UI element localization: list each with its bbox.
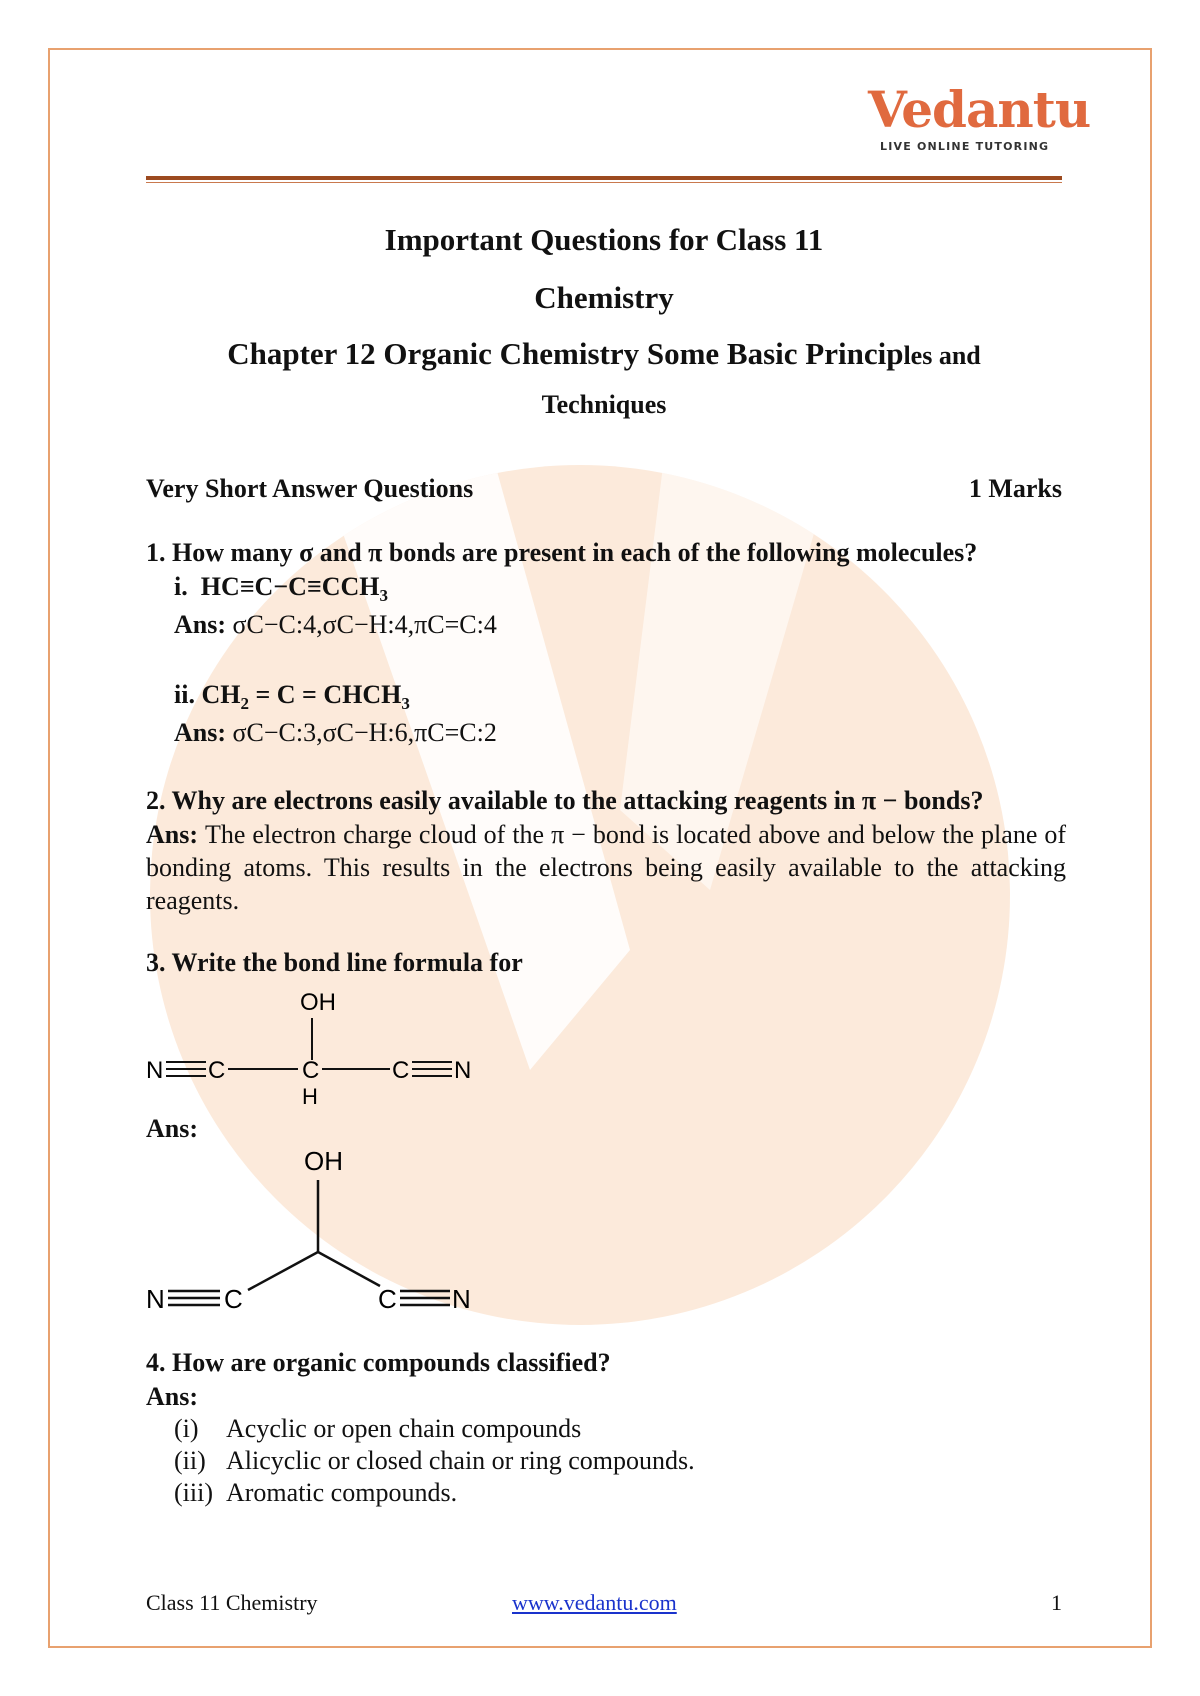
title-line-2: Chemistry <box>534 280 674 315</box>
list-item-number: (i) <box>174 1414 199 1443</box>
section-marks: 1 Marks <box>968 474 1062 503</box>
list-item <box>174 1414 581 1444</box>
list-item-number: (iii) <box>174 1478 213 1507</box>
footer-link[interactable]: www.vedantu.com <box>512 1590 677 1615</box>
s1-oh-label: OH <box>300 989 336 1016</box>
q3-ans-label: Ans: <box>146 1114 199 1143</box>
list-item-number: (ii) <box>174 1446 206 1475</box>
q3-structure-bond-line <box>140 1140 500 1320</box>
q1-part2-answer <box>174 718 497 748</box>
s2-right-c: C <box>378 1284 397 1314</box>
list-item-text: Alicyclic or closed chain or ring compounds. <box>226 1446 695 1475</box>
q1-part1-ans-label: Ans: <box>174 610 227 639</box>
q1-part2-ans-text: σC−C:3,σC−H:6,πC=C:2 <box>232 718 497 747</box>
title-line-3 <box>146 336 1062 372</box>
vedantu-logo <box>868 80 1091 162</box>
q4-ans-label: Ans: <box>146 1382 199 1411</box>
q1-part1 <box>174 572 388 606</box>
s2-bond-right <box>318 1252 380 1286</box>
list-item <box>174 1446 695 1476</box>
header-rule-thin <box>146 182 1062 183</box>
logo-wordmark: Vedantu <box>868 80 1091 139</box>
q1-part2-formula-a: CH <box>201 680 241 709</box>
q3-structure-condensed <box>140 980 500 1110</box>
q1-question: 1. How many σ and π bonds are present in each of the following molecules? <box>146 538 978 567</box>
title-line-4: Techniques <box>541 390 667 419</box>
s1-bottom-h: H <box>302 1084 318 1109</box>
s2-left-n: N <box>146 1284 165 1314</box>
q2-answer-text: The electron charge cloud of the π − bond is located above and below the plane of bonding atoms. This results in the electrons being easily available to the attacking reagents. <box>146 820 1067 915</box>
list-item-text: Aromatic compounds. <box>226 1478 458 1507</box>
title-line-1: Important Questions for Class 11 <box>384 222 824 257</box>
footer-page-number: 1 <box>1051 1590 1062 1615</box>
q2-ans-label: Ans: <box>146 820 199 849</box>
q1-part1-answer <box>174 610 497 640</box>
q2-question: 2. Why are electrons easily available to the attacking reagents in π − bonds? <box>146 786 984 815</box>
logo-tagline: LIVE ONLINE TUTORING <box>880 140 1050 153</box>
s1-left-n: N <box>146 1057 164 1084</box>
s2-oh-label: OH <box>304 1146 343 1176</box>
title-line-3-main: Chapter 12 Organic Chemistry Some Basic Princip <box>227 336 904 371</box>
s1-right-n: N <box>454 1057 472 1084</box>
q3-question: 3. Write the bond line formula for <box>146 948 523 977</box>
q2-answer <box>146 818 1066 917</box>
q4-question: 4. How are organic compounds classified? <box>146 1348 611 1377</box>
q1-part1-ans-text: σC−C:4,σC−H:4,πC=C:4 <box>232 610 497 639</box>
list-item <box>174 1478 457 1508</box>
section-heading: Very Short Answer Questions <box>146 474 474 503</box>
footer-left: Class 11 Chemistry <box>146 1590 318 1615</box>
title-line-3-small: les and <box>903 341 981 370</box>
q1-part2-sub-a: 2 <box>240 694 249 714</box>
s1-right-c: C <box>392 1057 410 1084</box>
q1-part2-sub-b: 3 <box>401 694 410 714</box>
list-item-text: Acyclic or open chain compounds <box>226 1414 582 1443</box>
q1-part2-ans-label: Ans: <box>174 718 227 747</box>
s2-left-c: C <box>224 1284 243 1314</box>
q1-part1-formula: HC≡C−C≡CCH <box>200 572 380 601</box>
s1-left-c: C <box>208 1057 226 1084</box>
q1-part2 <box>174 680 410 714</box>
q1-part1-label: i. <box>174 572 188 601</box>
q1-part2-formula-b: = C = CHCH <box>248 680 402 709</box>
header-rule <box>146 176 1062 180</box>
s2-right-n: N <box>452 1284 471 1314</box>
s2-bond-left <box>248 1252 318 1290</box>
q1-part1-sub: 3 <box>379 586 389 606</box>
q1-part2-label: ii. <box>174 680 195 709</box>
s1-center-c: C <box>302 1057 320 1084</box>
